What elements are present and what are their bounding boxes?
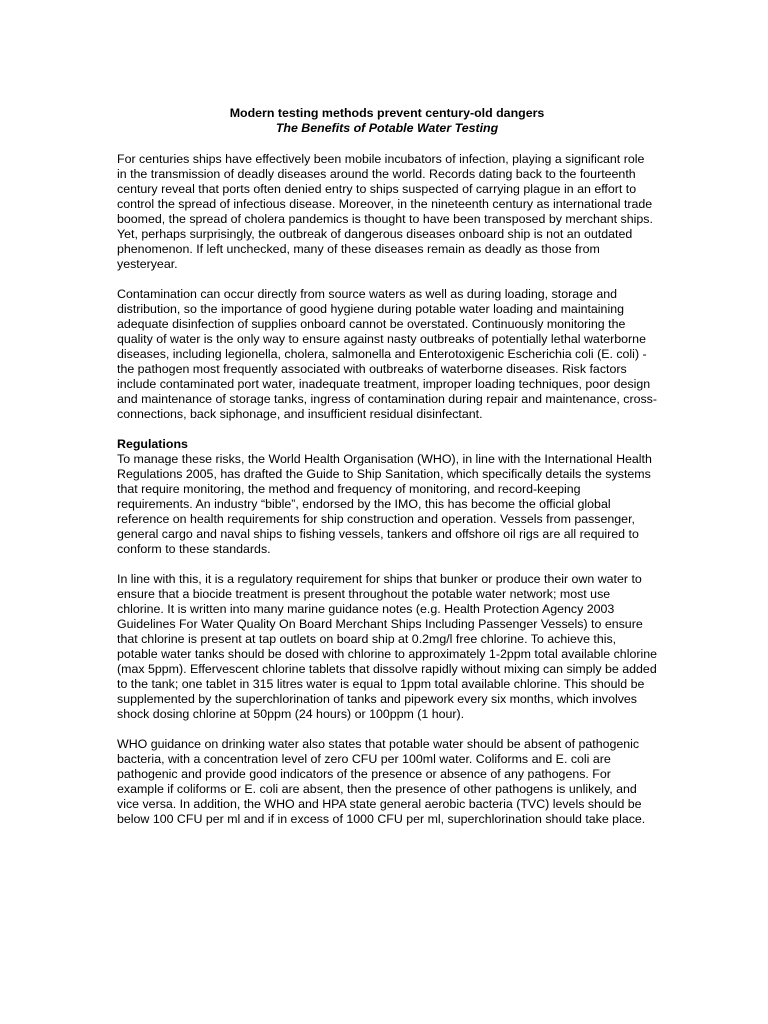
contamination-paragraph: Contamination can occur directly from source waters as well as during loading, storage and distribution, so the importance of good hygiene during potable water loading and maintaining adequate disinfection of supplies onboard cannot be overstated. Continuously monitoring the quality of water is the only way to ensure against nasty outbreaks of potentially lethal waterborne diseases, including legionella, cholera, salmonella and Enterotoxigenic Escherichia coli (E. coli) - the pathogen most frequently associated with outbreaks of waterborne diseases. Risk factors include contaminated port water, inadequate treatment, improper loading techniques, poor design and maintenance of storage tanks, ingress of contamination during repair and maintenance, cross-connections, back siphonage, and insufficient residual disinfectant. — [117, 287, 657, 421]
regulations-paragraph: To manage these risks, the World Health Organisation (WHO), in line with the International Health Regulations 2005, has drafted the Guide to Ship Sanitation, which specifically details the systems that require monitoring, the method and frequency of monitoring, and record-keeping requirements. An industry “bible”, endorsed by the IMO, this has become the official global reference on health requirements for ship construction and operation. Vessels from passenger, general cargo and naval ships to fishing vessels, tankers and offshore oil rigs are all required to conform to these standards. — [117, 452, 652, 556]
who-paragraph: WHO guidance on drinking water also states that potable water should be absent of pathogenic bacteria, with a concentration level of zero CFU per 100ml water. Coliforms and E. coli are pathogenic and provide good indicators of the presence or absence of any pathogens. For example if coliforms or E. coli are absent, then the presence of other pathogens is unlikely, and vice versa. In addition, the WHO and HPA state general aerobic bacteria (TVC) levels should be below 100 CFU per ml and if in excess of 1000 CFU per ml, superchlorination should take place. — [117, 737, 646, 826]
chlorine-paragraph: In line with this, it is a regulatory requirement for ships that bunker or produce their own water to ensure that a biocide treatment is present throughout the potable water network; most use chlorine. It is written into many marine guidance notes (e.g. Health Protection Agency 2003 Guidelines For Water Quality On Board Merchant Ships Including Passenger Vessels) to ensure that chlorine is present at tap outlets on board ship at 0.2mg/l free chlorine. To achieve this, potable water tanks should be dosed with chlorine to approximately 1-2ppm total available chlorine (max 5ppm). Effervescent chlorine tablets that dissolve rapidly without mixing can simply be added to the tank; one tablet in 315 litres water is equal to 1ppm total available chlorine. This should be supplemented by the superchlorination of tanks and pipework every six months, which involves shock dosing chlorine at 50ppm (24 hours) or 100ppm (1 hour). — [117, 572, 657, 721]
document-page — [117, 106, 657, 842]
regulations-heading: Regulations — [117, 437, 188, 451]
document-title: Modern testing methods prevent century-old dangers — [229, 106, 545, 120]
intro-paragraph: For centuries ships have effectively been mobile incubators of infection, playing a significant role in the transmission of deadly diseases around the world. Records dating back to the fourteenth century reveal that ports often denied entry to ships suspected of carrying plague in an effort to control the spread of infectious disease. Moreover, in the nineteenth century as international trade boomed, the spread of cholera pandemics is thought to have been transposed by merchant ships. Yet, perhaps surprisingly, the outbreak of dangerous diseases onboard ship is not an outdated phenomenon. If left unchecked, many of these diseases remain as deadly as those from yesteryear. — [117, 152, 653, 271]
document-subtitle: The Benefits of Potable Water Testing — [275, 121, 499, 135]
